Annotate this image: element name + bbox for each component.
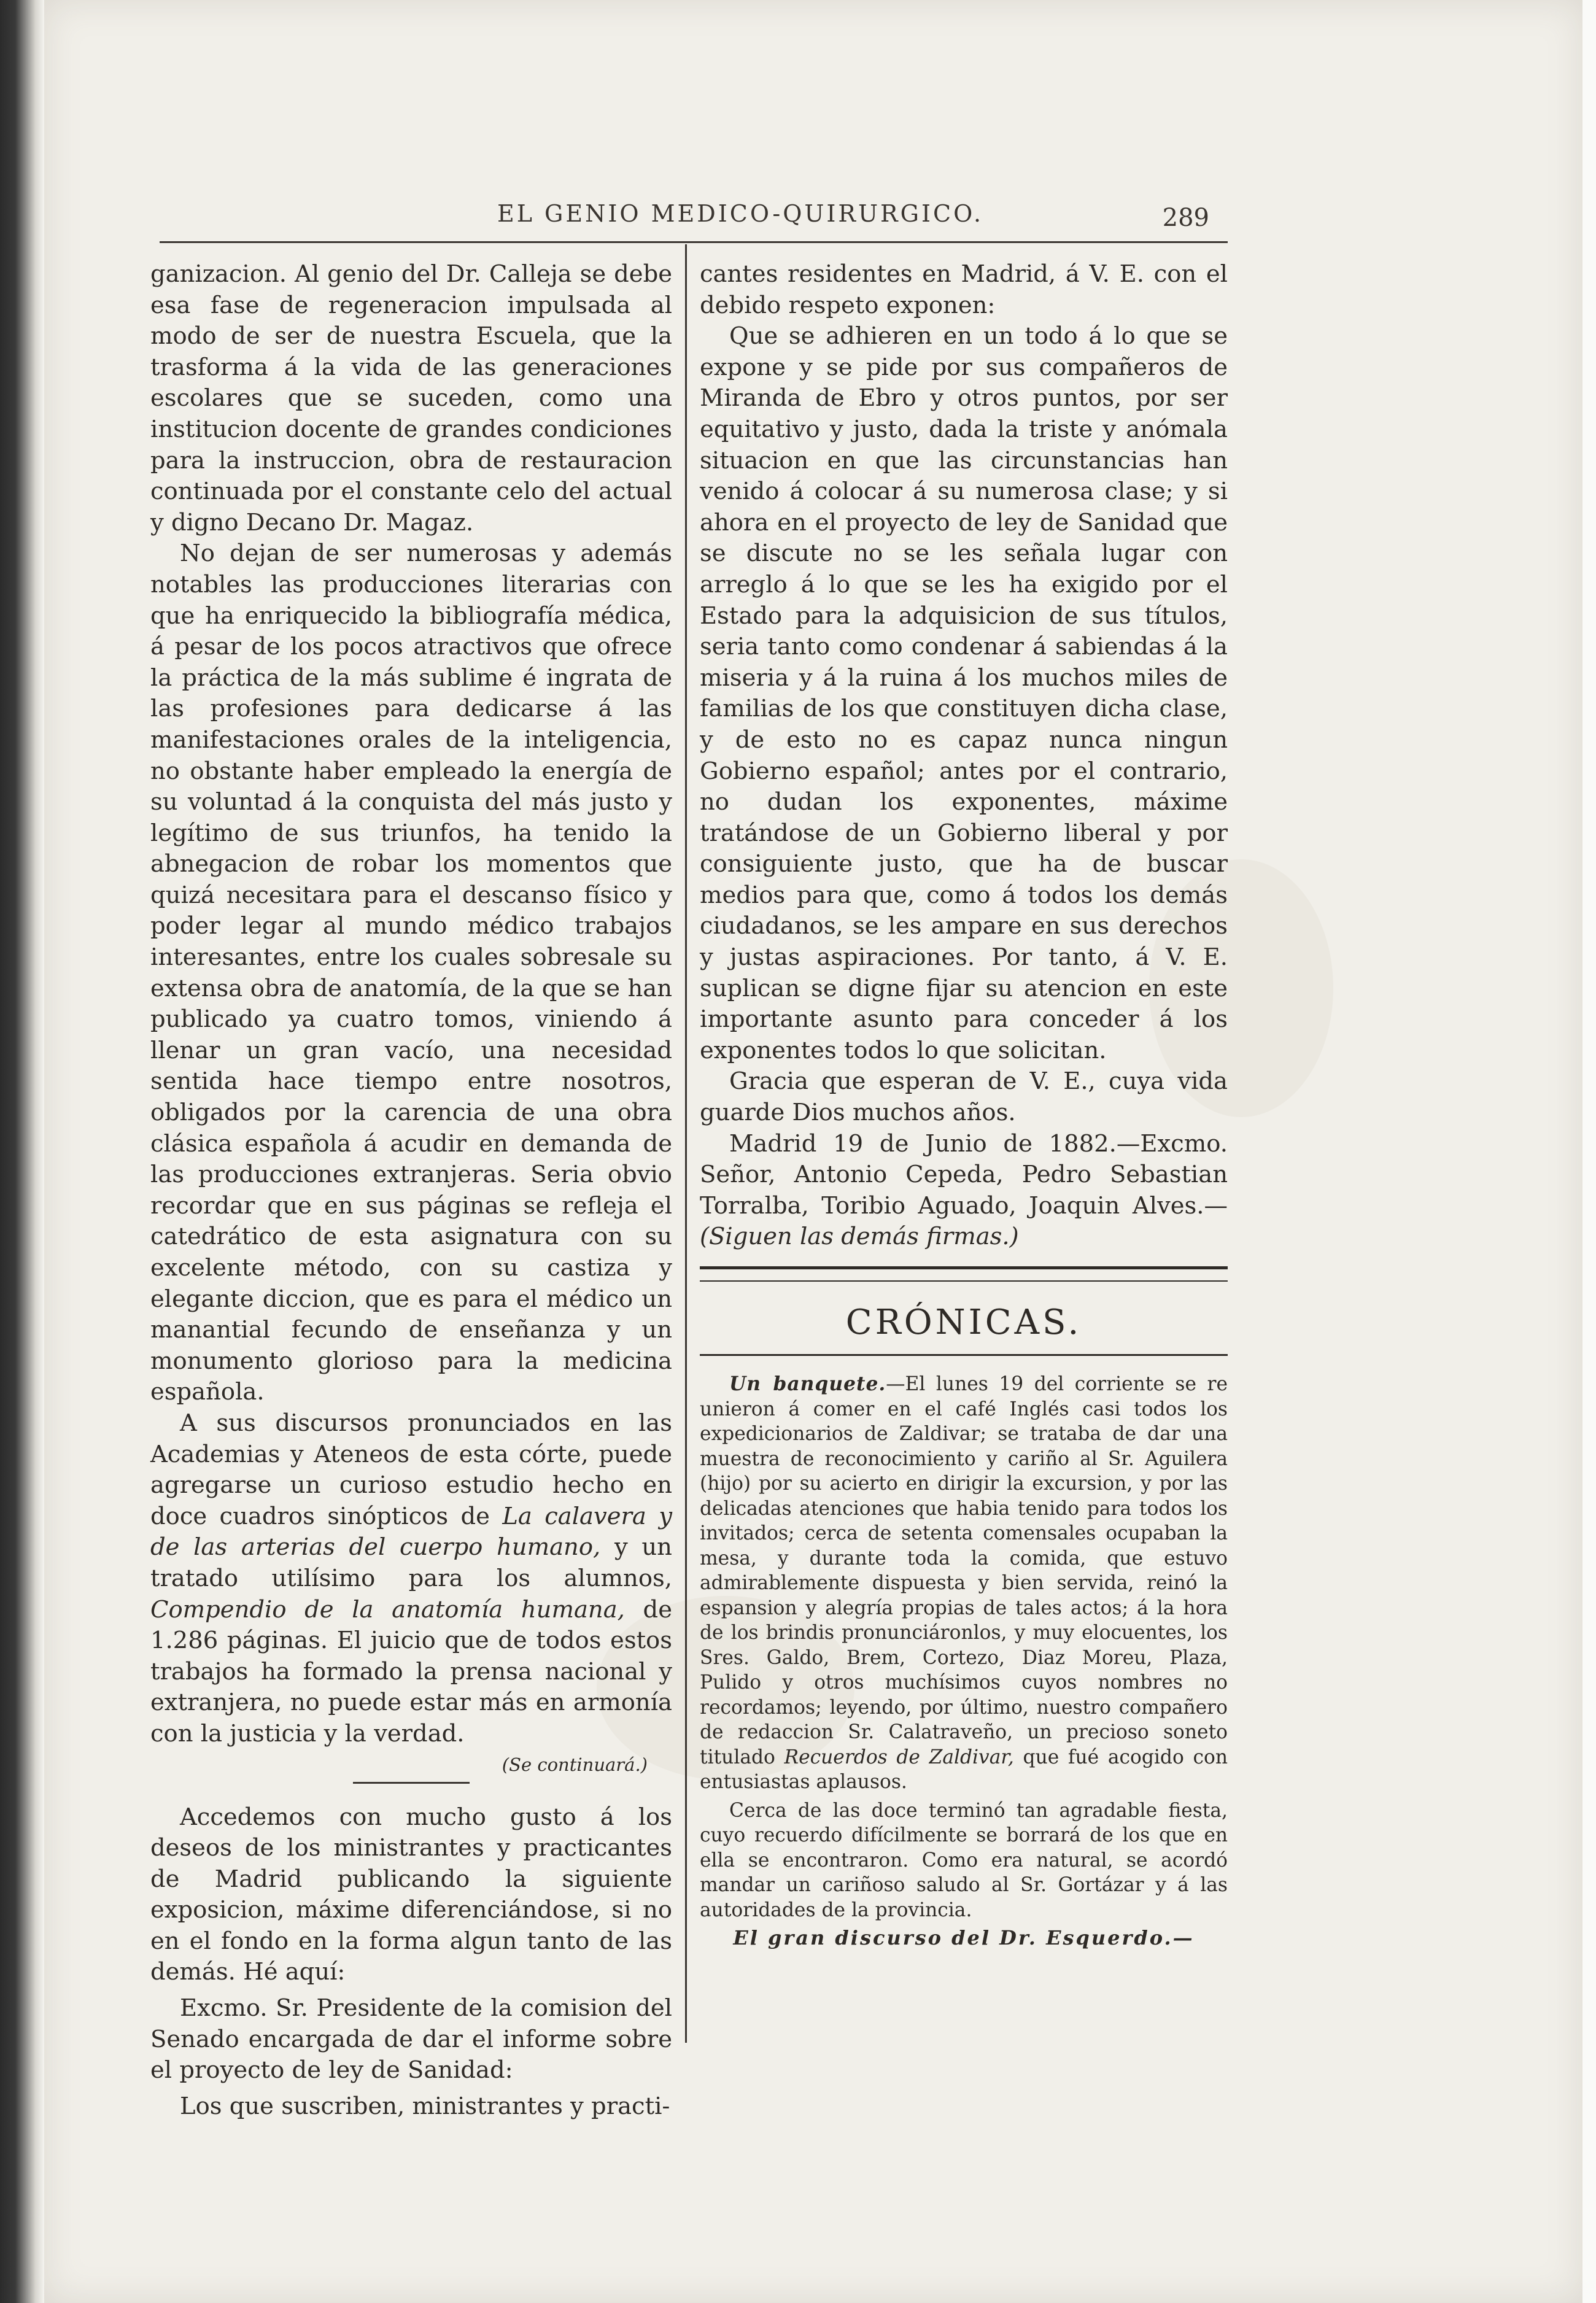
section-title: CRÓNICAS. (845, 1302, 1082, 1342)
paragraph: Que se adhieren en un todo á lo que se expone y se pide por sus compañeros de Miranda de Ebro y otros puntos, por ser equitativo y justo, dada la triste y anómala situacion en que las circunstancias han venido á colocar á su numerosa clase; y si ahora en el proyecto de ley de Sanidad que se discute no se les señala lugar con arreglo á lo que se les ha exigido por el Estado para la adquisicion de sus títulos, seria tanto como condenar á sabiendas á la miseria y á la ruina á los muchos miles de familias de los que constituyen dicha clase, y de esto no es capaz nunca ningun Gobierno español; antes por el contrario, no dudan los exponentes, máxime tratándose de un Gobierno liberal y por consiguiente justo, que ha de buscar medios para que, como á todos los demás ciudadanos, se les ampare en sus derechos y justas aspiraciones. Por tanto, á V. E. suplican se digne fijar su atencion en este importante asunto para conceder á los exponentes todos lo que solicitan. (700, 322, 1228, 1064)
poem-title: Recuerdos de Zaldivar, (784, 1746, 1014, 1768)
paragraph-text: A sus discursos pronunciados en las Academias y Ateneos de esta córte, puede agregarse un curioso estudio hecho en doce cuadros sinópticos de (150, 1409, 672, 1530)
salutation: Excmo. Sr. Presidente de la comision del Senado encargada de dar el informe sobre el proyecto de ley de Sanidad: (150, 1994, 672, 2084)
column-divider (685, 244, 687, 2043)
separator-rule (353, 1782, 470, 1784)
item-text: que fué acogido con entusiastas aplausos. (700, 1746, 1228, 1793)
section-rule (700, 1354, 1228, 1356)
paragraph: cantes residentes en Madrid, á V. E. con el debido respeto exponen: (700, 260, 1228, 319)
item-title: Un banquete. (729, 1373, 886, 1395)
paragraph: Accedemos con mucho gusto á los deseos de los ministrantes y practicantes de Madrid publicando la siguiente exposicion, máxime diferenciándose, si no en el fondo en la forma algun tanto de las demás. Hé aquí: (150, 1803, 672, 1986)
signatures (700, 1129, 1228, 1253)
page-number: 289 (1162, 204, 1209, 232)
double-rule (700, 1266, 1228, 1282)
paragraph-text: Madrid 19 de Junio de 1882.—Excmo. Señor, Antonio Cepeda, Pedro Sebastian Torralba, Toribio Aguado, Joaquin Alves.— (700, 1129, 1228, 1220)
running-header (160, 195, 1228, 238)
book-binding-shadow (0, 0, 44, 2303)
paragraph: Los que suscriben, ministrantes y practi- (180, 2092, 670, 2120)
continued-note: (Se continuará.) (502, 1754, 648, 1775)
paragraph-text: y un tratado utilísimo para los alumnos, (150, 1533, 672, 1592)
journal-title: EL GENIO MEDICO-QUIRURGICO. (497, 200, 984, 227)
paragraph-text: de 1.286 páginas. El juicio que de todos estos trabajos ha formado la prensa nacional y extranjera, no puede estar más en armonía con la justicia y la verdad. (150, 1595, 672, 1748)
paragraph: Gracia que esperan de V. E., cuya vida guarde Dios muchos años. (700, 1067, 1228, 1127)
right-margin (1582, 0, 1596, 2303)
right-column (700, 259, 1228, 1954)
chronicle-item: Cerca de las doce terminó tan agradable fiesta, cuyo recuerdo difícilmente se borrará de los que en ella se encontraron. Como era natural, se acordó mandar un cariñoso saludo al Sr. Gortázar y á las autoridades de la provincia. (700, 1799, 1228, 1921)
signature-note: (Siguen las demás firmas.) (700, 1223, 1019, 1251)
item-text: —El lunes 19 del corriente se re unieron á comer en el café Inglés casi todos los expedicionarios de Zaldivar; se trataba de dar una muestra de reconocimiento y cariño al Sr. Aguilera (hijo) por su acierto en dirigir la excursion, y por las delicadas atenciones que habia tenido para todos los invitados; cerca de setenta comensales ocupaban la mesa, y durante toda la comida, que estuvo admirablemente dispuesta y bien servida, reinó la espansion y alegría propias de tales actos; á la hora de los brindis pronunciáronlos, y muy elocuentes, los Sres. Galdo, Brem, Cortezo, Diaz Moreu, Plaza, Pulido y otros muchísimos cuyos nombres no recordamos; leyendo, por último, nuestro compañero de redaccion Sr. Calatraveño, un precioso soneto titulado (700, 1373, 1228, 1768)
paragraph: ganizacion. Al genio del Dr. Calleja se debe esa fase de regeneracion impulsada al modo de ser de nuestra Escuela, que la trasforma á la vida de las generaciones escolares que se suceden, como una institucion docente de grandes condiciones para la instruccion, obra de restauracion continuada por el constante celo del actual y digno Decano Dr. Magaz. (150, 260, 672, 536)
header-rule (160, 241, 1228, 243)
paragraph: No dejan de ser numerosas y además notables las producciones literarias con que ha enriquecido la bibliografía médica, á pesar de los pocos atractivos que ofrece la práctica de la más sublime é ingrata de las profesiones para dedicarse á las manifestaciones orales de la inteligencia, no obstante haber empleado la energía de su voluntad á la conquista del más justo y legítimo de sus triunfos, ha tenido la abnegacion de robar los momentos que quizá necesitara para el descanso físico y poder legar al mundo médico trabajos interesantes, entre los cuales sobresale su extensa obra de anatomía, de la que se han publicado ya cuatro tomos, viniendo á llenar un gran vacío, una necesidad sentida hace tiempo entre nosotros, obligados por la carencia de una obra clásica española á acudir en demanda de las producciones extranjeras. Seria obvio recordar que en sus páginas se refleja el catedrático de esta asignatura con su excelente método, con su castiza y elegante diccion, que es para el médico un manantial fecundo de enseñanza y un monumento glorioso para la medicina española. (150, 540, 672, 1406)
chronicle-item (700, 1372, 1228, 1795)
work-title: Compendio de la anatomía humana, (150, 1595, 625, 1624)
work-title: La calavera y de las arterias del cuerpo humano, (150, 1502, 672, 1562)
left-column (150, 259, 672, 2122)
paragraph (150, 1408, 672, 1750)
item-title: El gran discurso del Dr. Esquerdo.— (733, 1926, 1195, 1949)
